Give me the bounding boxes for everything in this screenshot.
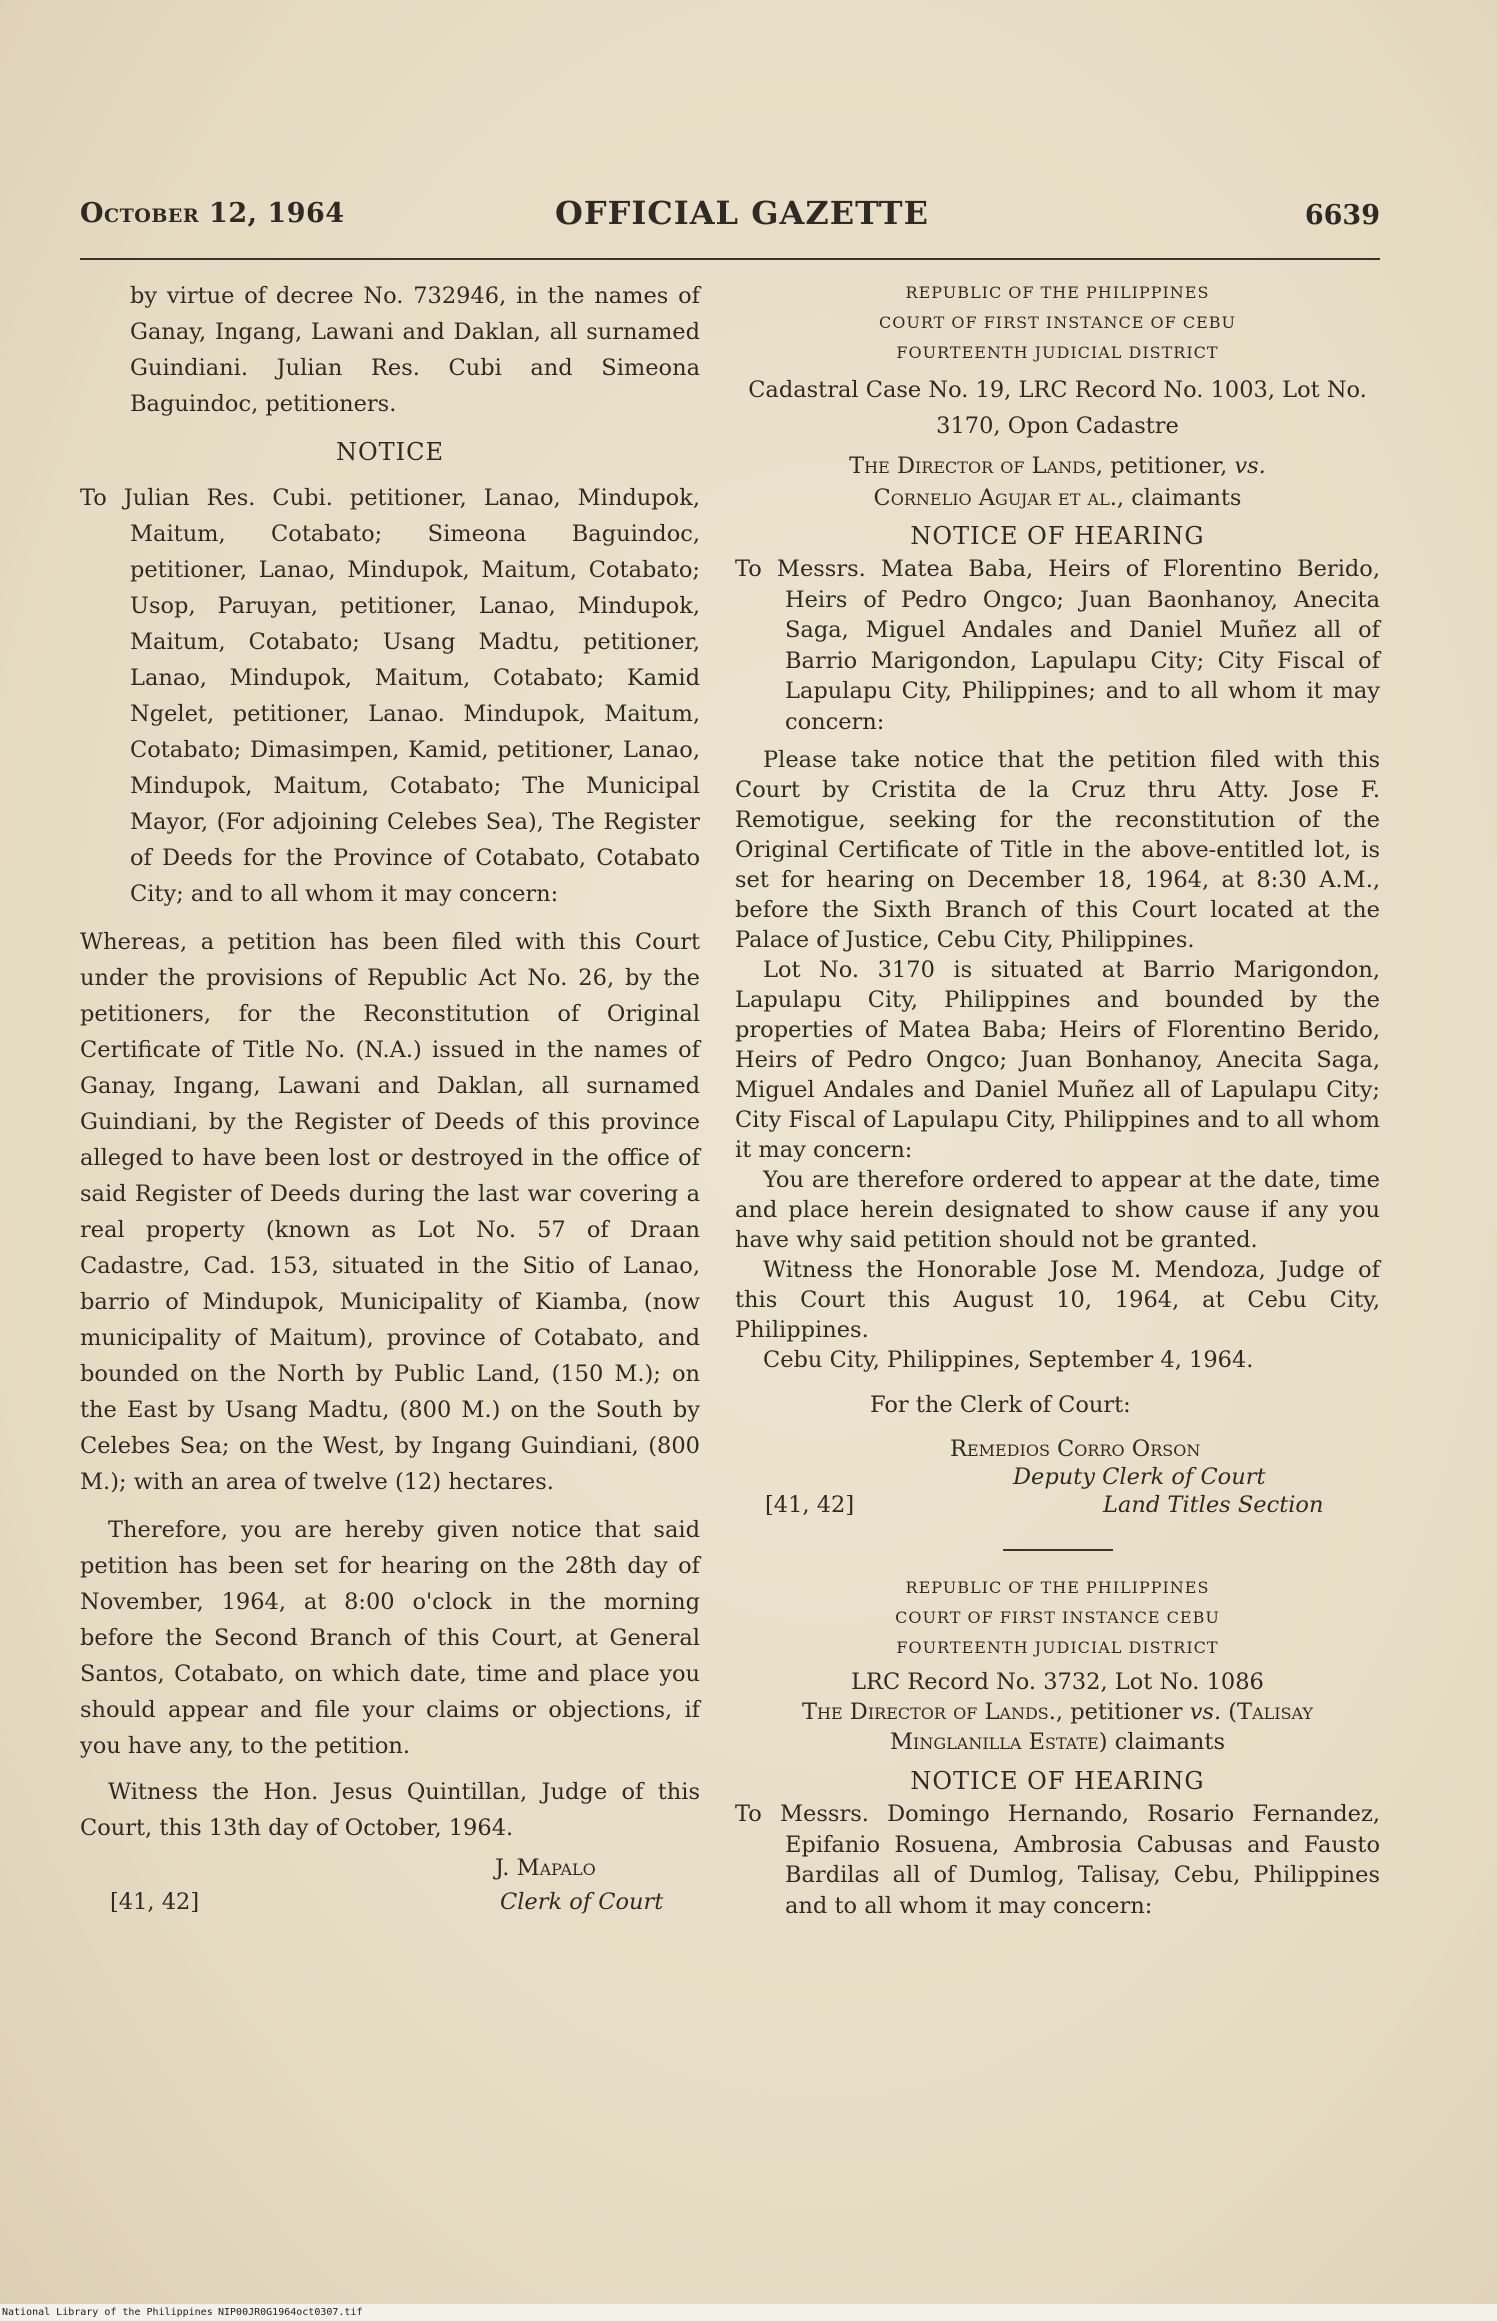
notice1-parties-vs: vs. xyxy=(1234,453,1266,479)
left-signer-title: Clerk of Court xyxy=(500,1889,664,1915)
notice2-heading: NOTICE OF HEARING xyxy=(910,1767,1205,1795)
left-ref: [41, 42] xyxy=(110,1889,200,1915)
left-notice-heading: NOTICE xyxy=(335,438,445,466)
notice2-parties-d: claimants xyxy=(1114,1729,1225,1755)
left-signature-block xyxy=(80,1846,700,1954)
notice2-addressees: To Messrs. Domingo Hernando, Rosario Fernandez, Epifanio Rosuena, Ambrosia Cabusas and Fausto Bardilas all of Dumlog, Talisay, Cebu, Philippines and to all whom it may concern: xyxy=(735,1801,1380,1919)
header-rule xyxy=(80,258,1380,260)
notice2-court-line-2: COURT OF FIRST INSTANCE CEBU xyxy=(895,1608,1220,1627)
notice1-parties-a: The Director of Lands, xyxy=(849,453,1104,479)
page-header xyxy=(80,194,1380,242)
left-therefore: Therefore, you are hereby given notice that said petition has been set for hearing on the 28th day of November, 1964, at 8:00 o'clock in the morning before the Second Branch of this Court, at General Santos, Cotabato, on which date, time and place you should appear and file your claims or objections, if you have any, to the petition. xyxy=(80,1517,700,1759)
notice1-para2: Lot No. 3170 is situated at Barrio Marigondon, Lapulapu City, Philippines and bounded by the properties of Matea Baba; Heirs of Florentino Berido, Heirs of Pedro Ongco; Juan Bonhanoy, Anecita Saga, Miguel Andales and Daniel Muñez all of Lapulapu City; City Fiscal of Lapulapu City, Philippines and to all whom it may concern: xyxy=(735,957,1380,1163)
notice1-parties-c: Cornelio Agujar et al., xyxy=(873,485,1125,511)
notice1-parties xyxy=(735,450,1380,514)
notice2-court-line-1: REPUBLIC OF THE PHILIPPINES xyxy=(905,1578,1210,1597)
notice1 xyxy=(735,278,1380,1523)
notice2-parties-a: The Director of Lands., xyxy=(802,1699,1064,1725)
notice1-court-line-3: FOURTEENTH JUDICIAL DISTRICT xyxy=(896,343,1219,362)
left-column xyxy=(80,278,700,1954)
notice1-heading: NOTICE OF HEARING xyxy=(910,522,1205,550)
notice1-para3: You are therefore ordered to appear at the date, time and place herein designated to show cause if any you have why said petition should not be granted. xyxy=(735,1167,1380,1253)
left-intro: by virtue of decree No. 732946, in the names of Ganay, Ingang, Lawani and Daklan, all surnamed Guindiani. Julian Res. Cubi and Simeona Baguindoc, petitioners. xyxy=(130,283,700,417)
left-witness: Witness the Hon. Jesus Quintillan, Judge of this Court, this 13th day of October, 1964. xyxy=(80,1779,700,1841)
header-page-number: 6639 xyxy=(1304,200,1380,231)
notice2-case: LRC Record No. 3732, Lot No. 1086 xyxy=(851,1669,1264,1695)
footer-library: National Library of the Philippines xyxy=(2,2307,213,2318)
notice1-parties-b: petitioner, xyxy=(1110,453,1228,479)
notice2-court-line-3: FOURTEENTH JUDICIAL DISTRICT xyxy=(896,1638,1219,1657)
notice1-for-clerk: For the Clerk of Court: xyxy=(870,1392,1131,1418)
notice1-court-line-2: COURT OF FIRST INSTANCE OF CEBU xyxy=(879,313,1236,332)
notice1-parties-d: claimants xyxy=(1131,485,1242,511)
notice-separator-rule xyxy=(1003,1549,1113,1551)
notice1-para4: Witness the Honorable Jose M. Mendoza, Judge of this Court this August 10, 1964, at Cebu City, Philippines. xyxy=(735,1257,1380,1343)
header-title: OFFICIAL GAZETTE xyxy=(555,194,929,232)
left-whereas: Whereas, a petition has been filed with this Court under the provisions of Republic Act No. 26, by the petitioners, for the Reconstitution of Original Certificate of Title No. (N.A.) issued in the names of Ganay, Ingang, Lawani and Daklan, all surnamed Guindiani, by the Register of Deeds of this province alleged to have been lost or destroyed in the office of said Register of Deeds during the last war covering a real property (known as Lot No. 57 of Draan Cadastre, Cad. 153, situated in the Sitio of Lanao, barrio of Mindupok, Municipality of Kiamba, (now municipality of Maitum), province of Cotabato, and bounded on the North by Public Land, (150 M.); on the East by Usang Madtu, (800 M.) on the South by Celebes Sea; on the West, by Ingang Guindiani, (800 M.); with an area of twelve (12) hectares. xyxy=(80,929,700,1495)
footer-file: NIP00JR0G1964oct0307.tif xyxy=(218,2307,363,2318)
notice1-case: Cadastral Case No. 19, LRC Record No. 1003, Lot No. 3170, Opon Cadastre xyxy=(748,377,1367,439)
left-addressees: To Julian Res. Cubi. petitioner, Lanao, Mindupok, Maitum, Cotabato; Simeona Baguindoc, petitioner, Lanao, Mindupok, Maitum, Cotabato; Usop, Paruyan, petitioner, Lanao, Mindupok, Maitum, Cotabato; Usang Madtu, petitioner, Lanao, Mindupok, Maitum, Cotabato; Kamid Ngelet, petitioner, Lanao. Mindupok, Maitum, Cotabato; Dimasimpen, Kamid, petitioner, Lanao, Mindupok, Maitum, Cotabato; The Municipal Mayor, (For adjoining Celebes Sea), The Register of Deeds for the Province of Cotabato, Cotabato City; and to all whom it may concern: xyxy=(80,485,700,907)
notice1-signer-title1: Deputy Clerk of Court xyxy=(1013,1464,1266,1490)
notice2-parties-b: petitioner xyxy=(1070,1699,1183,1725)
right-column xyxy=(735,278,1380,1921)
notice1-addressees: To Messrs. Matea Baba, Heirs of Florentino Berido, Heirs of Pedro Ongco; Juan Baonhanoy, Anecita Saga, Miguel Andales and Daniel Muñez all of Barrio Marigondon, Lapulapu City; City Fiscal of Lapulapu City, Philippines; and to all whom it may concern: xyxy=(735,556,1380,735)
notice1-para1: Please take notice that the petition filed with this Court by Cristita de la Cruz thru Atty. Jose F. Remotigue, seeking for the reconstitution of the Original Certificate of Title in the above-entitled lot, is set for hearing on December 18, 1964, at 8:30 A.M., before the Sixth Branch of this Court located at the Palace of Justice, Cebu City, Philippines. xyxy=(735,747,1380,953)
notice1-signer-name: Remedios Corro Orson xyxy=(950,1436,1201,1462)
notice1-ref: [41, 42] xyxy=(765,1492,855,1518)
notice2-parties-c: (Talisay Minglanilla Estate) xyxy=(890,1699,1313,1755)
left-signer-name: J. Mapalo xyxy=(495,1855,596,1881)
notice1-signature-block xyxy=(735,1431,1380,1523)
notice2 xyxy=(735,1573,1380,1921)
header-date: October 12, 1964 xyxy=(80,198,345,229)
scan-footer xyxy=(0,2304,1497,2321)
notice2-parties-vs: vs. xyxy=(1189,1699,1222,1725)
notice1-court-line-1: REPUBLIC OF THE PHILIPPINES xyxy=(905,283,1210,302)
notice1-signer-title2: Land Titles Section xyxy=(1103,1492,1324,1518)
notice1-para5: Cebu City, Philippines, September 4, 1964. xyxy=(763,1347,1254,1373)
notice2-parties xyxy=(735,1697,1380,1757)
